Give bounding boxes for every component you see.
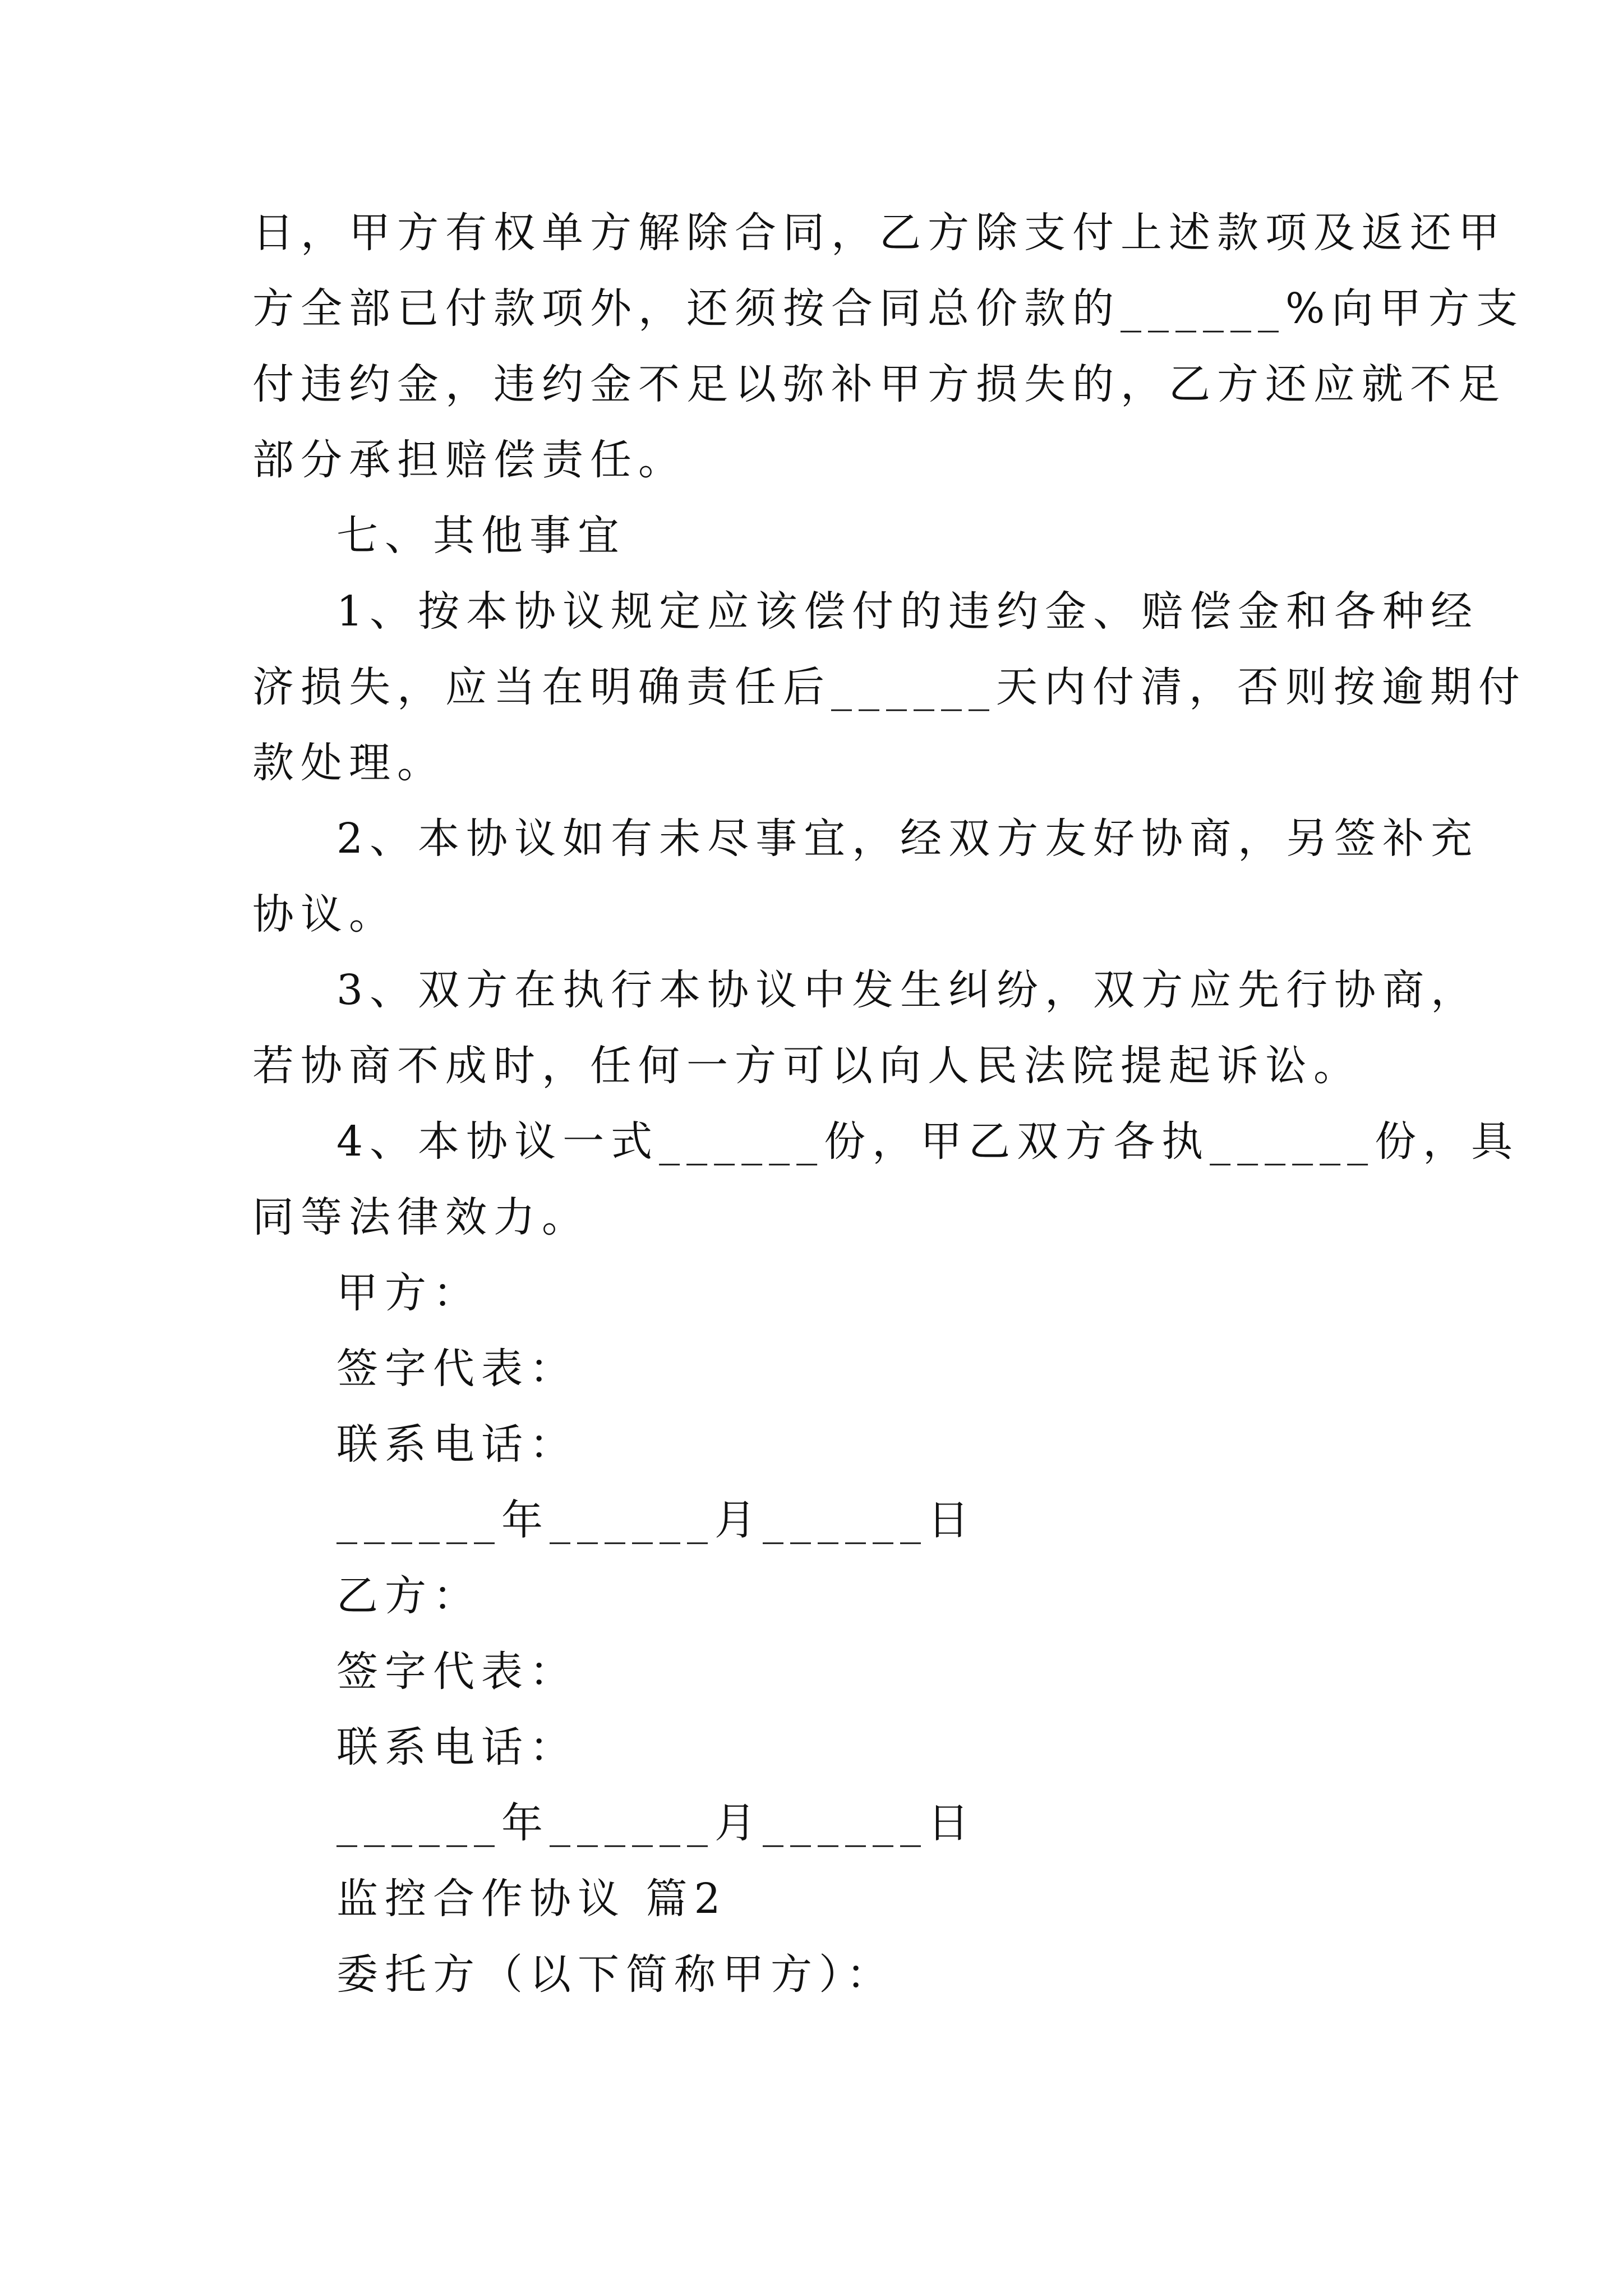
paragraph-line: 款处理。 — [252, 739, 445, 787]
section-title: 监控合作协议 篇2 — [336, 1875, 727, 1923]
paragraph-line: 4、本协议一式______份，甲乙双方各执______份，具 — [336, 1117, 1520, 1166]
paragraph-line: 委托方（以下简称甲方）： — [336, 1950, 895, 1999]
paragraph-line: 付违约金，违约金不足以弥补甲方损失的，乙方还应就不足 — [252, 360, 1506, 408]
party-b-date: ______年______月______日 — [336, 1799, 976, 1847]
paragraph-line: 若协商不成时，任何一方可以向人民法院提起诉讼。 — [252, 1042, 1362, 1090]
paragraph-line: 同等法律效力。 — [252, 1193, 590, 1241]
paragraph-line: 2、本协议如有未尽事宜，经双方友好协商，另签补充 — [336, 815, 1479, 863]
section-heading: 七、其他事宜 — [336, 512, 626, 560]
party-a-phone: 联系电话： — [336, 1420, 578, 1469]
paragraph-line: 3、双方在执行本协议中发生纠纷，双方应先行协商， — [336, 966, 1479, 1014]
paragraph-line: 方全部已付款项外，还须按合同总价款的______%向甲方支 — [252, 284, 1525, 333]
paragraph-line: 1、按本协议规定应该偿付的违约金、赔偿金和各种经 — [336, 587, 1479, 636]
paragraph-line: 部分承担赔偿责任。 — [252, 436, 686, 484]
party-a-label: 甲方： — [336, 1269, 481, 1317]
party-b-phone: 联系电话： — [336, 1723, 578, 1772]
paragraph-line: 日，甲方有权单方解除合同，乙方除支付上述款项及返还甲 — [252, 209, 1506, 257]
party-a-signatory: 签字代表： — [336, 1345, 578, 1393]
party-a-date: ______年______月______日 — [336, 1496, 976, 1544]
party-b-label: 乙方： — [336, 1572, 481, 1620]
party-b-signatory: 签字代表： — [336, 1648, 578, 1696]
paragraph-line: 协议。 — [252, 890, 397, 938]
paragraph-line: 济损失，应当在明确责任后______天内付清，否则按逾期付 — [252, 663, 1527, 711]
